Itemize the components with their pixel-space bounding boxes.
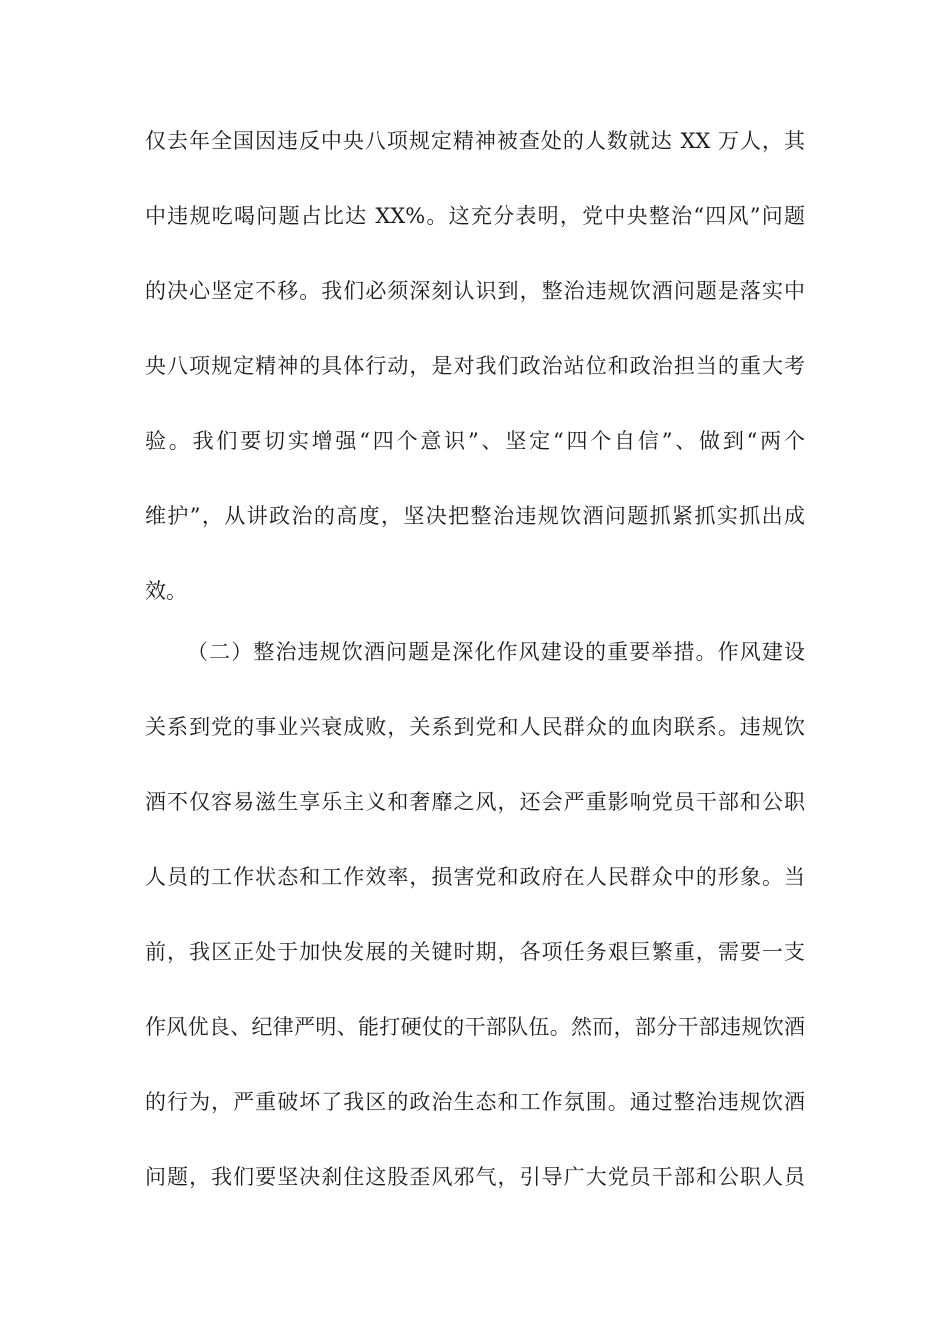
paragraph-line: 问题，我们要坚决刹住这股歪风邪气，引导广大党员干部和公职人员	[145, 1165, 805, 1189]
paragraph-line: 前，我区正处于加快发展的关键时期，各项任务艰巨繁重，需要一支	[145, 940, 805, 964]
paragraph-line: 作风优良、纪律严明、能打硬仗的干部队伍。然而，部分干部违规饮酒	[145, 1015, 805, 1039]
paragraph-line: 效。	[145, 579, 187, 603]
paragraph-line: 人员的工作状态和工作效率，损害党和政府在人民群众中的形象。当	[145, 865, 805, 889]
paragraph-line: 验。我们要切实增强“四个意识”、坚定“四个自信”、做到“两个	[145, 429, 805, 453]
paragraph-line: 央八项规定精神的具体行动，是对我们政治站位和政治担当的重大考	[145, 354, 805, 378]
paragraph-line: 仅去年全国因违反中央八项规定精神被查处的人数就达 XX 万人，其	[145, 129, 805, 153]
paragraph-line: 维护”，从讲政治的高度，坚决把整治违规饮酒问题抓紧抓实抓出成	[145, 504, 805, 528]
paragraph-line: 关系到党的事业兴衰成败，关系到党和人民群众的血肉联系。违规饮	[145, 715, 805, 739]
paragraph-line: 的决心坚定不移。我们必须深刻认识到，整治违规饮酒问题是落实中	[145, 279, 805, 303]
paragraph-line: （二）整治违规饮酒问题是深化作风建设的重要举措。作风建设	[187, 640, 805, 664]
paragraph-line: 的行为，严重破坏了我区的政治生态和工作氛围。通过整治违规饮酒	[145, 1090, 805, 1114]
paragraph-line: 中违规吃喝问题占比达 XX%。这充分表明，党中央整治“四风”问题	[145, 204, 805, 228]
paragraph-line: 酒不仅容易滋生享乐主义和奢靡之风，还会严重影响党员干部和公职	[145, 790, 805, 814]
